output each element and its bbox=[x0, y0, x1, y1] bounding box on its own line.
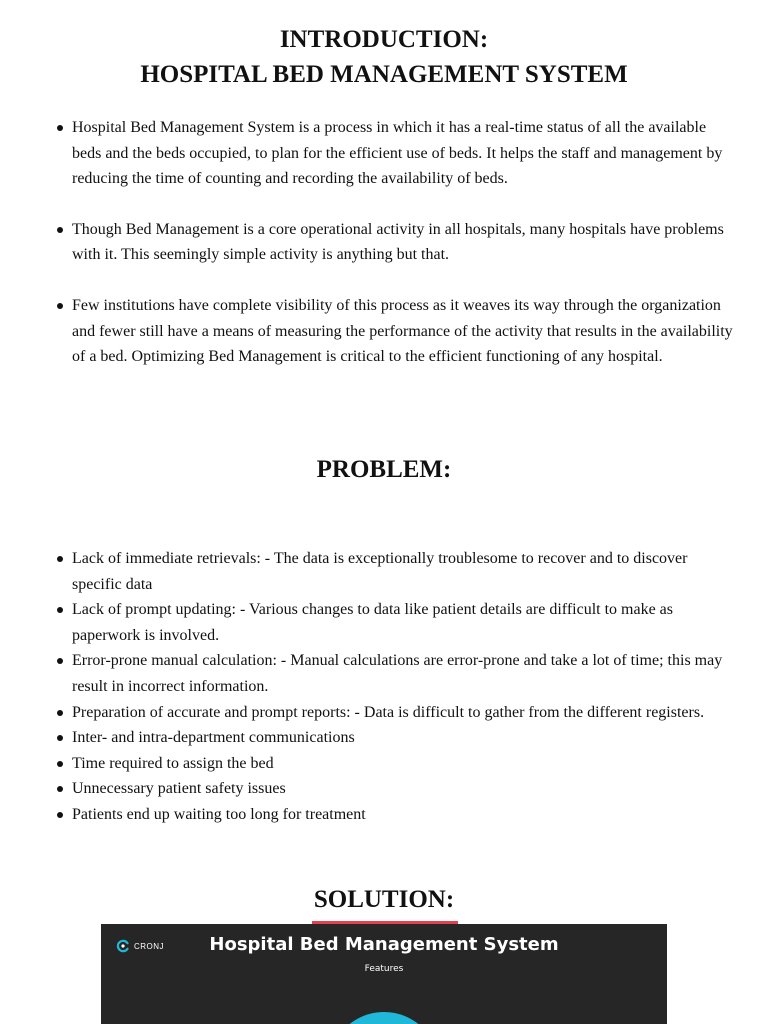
solution-heading: SOLUTION: bbox=[313, 886, 455, 913]
logo-text: CRONJ bbox=[134, 941, 165, 951]
intro-bullet: Though Bed Management is a core operational activity in all hospitals, many hospitals have problems with it. This seemingly simple activity is anything but that. bbox=[54, 217, 734, 268]
banner-subtitle: Features bbox=[364, 964, 404, 974]
document-title: HOSPITAL BED MANAGEMENT SYSTEM bbox=[140, 61, 628, 88]
intro-heading: INTRODUCTION: bbox=[279, 26, 489, 53]
banner-circle-graphic bbox=[329, 1012, 439, 1024]
problem-bullet: Time required to assign the bed bbox=[54, 751, 734, 777]
solution-banner-image bbox=[101, 924, 667, 1024]
problem-heading: PROBLEM: bbox=[316, 456, 452, 483]
problem-bullet: Lack of prompt updating: - Various changes to data like patient details are difficult to make as paperwork is involved. bbox=[54, 597, 734, 648]
problem-bullet: Inter- and intra-department communications bbox=[54, 725, 734, 751]
problem-bullet: Patients end up waiting too long for treatment bbox=[54, 802, 734, 828]
problem-bullet-list bbox=[54, 546, 734, 828]
problem-bullet: Lack of immediate retrievals: - The data is exceptionally troublesome to recover and to discover specific data bbox=[54, 546, 734, 597]
problem-bullet: Unnecessary patient safety issues bbox=[54, 776, 734, 802]
problem-bullet: Error-prone manual calculation: - Manual calculations are error-prone and take a lot of time; this may result in incorrect information. bbox=[54, 648, 734, 699]
intro-bullet-list bbox=[54, 115, 734, 395]
problem-bullet: Preparation of accurate and prompt reports: - Data is difficult to gather from the different registers. bbox=[54, 700, 734, 726]
intro-bullet: Few institutions have complete visibility of this process as it weaves its way through the organization and fewer still have a means of measuring the performance of the activity that results in the availability of a bed. Optimizing Bed Management is critical to the efficient functioning of any hospital. bbox=[54, 293, 734, 370]
intro-bullet: Hospital Bed Management System is a process in which it has a real-time status of all the available beds and the beds occupied, to plan for the efficient use of beds. It helps the staff and management by reducing the time of counting and recording the availability of beds. bbox=[54, 115, 734, 192]
banner-title: Hospital Bed Management System bbox=[209, 934, 559, 955]
